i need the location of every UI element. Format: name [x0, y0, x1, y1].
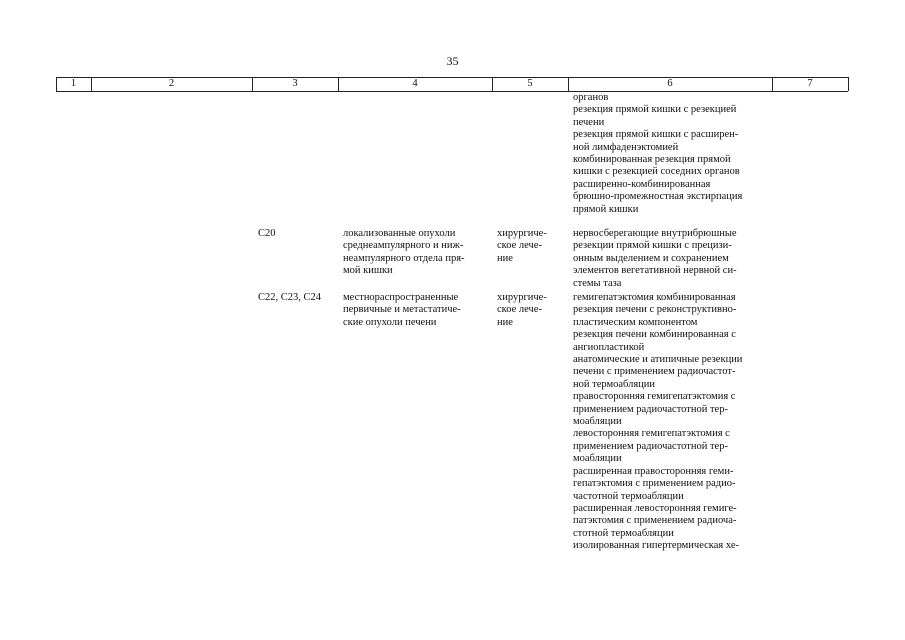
- column-number-7: 7: [807, 78, 813, 89]
- diagnosis-code: C22, C23, C24: [258, 292, 322, 303]
- methods-cell: [573, 228, 768, 290]
- page-number: 35: [446, 54, 459, 68]
- column-number-3: 3: [292, 78, 298, 89]
- method-line: ной термоабляции: [573, 378, 656, 390]
- method-line: гемигепатэктомия комбинированная: [573, 292, 736, 303]
- diagnosis-line: локализованные опухоли: [343, 228, 456, 239]
- method-line: кишки с резекцией соседних органов: [573, 166, 740, 178]
- method-line: применением радиочастотной тер-: [573, 403, 728, 415]
- method-entry: [573, 329, 768, 354]
- treatment-line: ское лече-: [497, 304, 542, 316]
- method-line: резекция прямой кишки с расширен-: [573, 129, 739, 141]
- method-line: брюшно-промежностная экстирпация: [573, 191, 743, 203]
- treatment-line: ние: [497, 316, 513, 328]
- treatment-cell: [497, 228, 564, 265]
- method-entry: [573, 92, 768, 104]
- method-entry: [573, 428, 768, 465]
- method-line: печени: [573, 116, 605, 128]
- diagnosis-line: первичные и метастатиче-: [343, 304, 461, 316]
- treatment-line: ское лече-: [497, 240, 542, 252]
- method-entry: [573, 391, 768, 428]
- methods-cell: [573, 92, 768, 216]
- method-entry: [573, 292, 768, 304]
- method-line: моабляции: [573, 453, 622, 465]
- diagnosis-line: неампулярного отдела пря-: [343, 252, 465, 264]
- diagnosis-cell: [343, 292, 487, 329]
- treatment-line: хирургиче-: [497, 292, 547, 303]
- method-line: комбинированная резекция прямой: [573, 154, 731, 166]
- code-cell: [258, 292, 336, 304]
- method-line: анатомические и атипичные резекции: [573, 354, 743, 366]
- method-line: печени с применением радиочастот-: [573, 366, 736, 378]
- method-line: моабляции: [573, 416, 622, 428]
- methods-cell: [573, 292, 768, 553]
- diagnosis-line: ские опухоли печени: [343, 316, 437, 328]
- column-number-5: 5: [527, 78, 533, 89]
- method-line: резекция печени комбинированная с: [573, 329, 736, 341]
- method-line: левосторонняя гемигепатэктомия с: [573, 428, 730, 440]
- method-line: расширенная левосторонняя гемиге-: [573, 502, 737, 514]
- method-line: гепатэктомия с применением радио-: [573, 478, 736, 490]
- method-entry: [573, 304, 768, 329]
- method-line: патэктомия с применением радиоча-: [573, 515, 737, 527]
- method-entry: [573, 503, 768, 540]
- method-line: резекции прямой кишки с прецизи-: [573, 240, 732, 252]
- method-entry: [573, 540, 768, 552]
- column-number-6: 6: [667, 78, 673, 89]
- method-line: ной лимфаденэктомией: [573, 141, 679, 153]
- diagnosis-line: мой кишки: [343, 265, 393, 277]
- method-line: нервосберегающие внутрибрюшные: [573, 228, 737, 239]
- diagnosis-code: C20: [258, 228, 276, 239]
- column-number-4: 4: [412, 78, 418, 89]
- method-line: пластическим компонентом: [573, 316, 698, 328]
- column-number-2: 2: [168, 78, 175, 89]
- code-cell: [258, 228, 336, 240]
- method-line: применением радиочастотной тер-: [573, 440, 728, 452]
- method-line: элементов вегетативной нервной си-: [573, 265, 737, 277]
- method-line: правосторонняя гемигепатэктомия с: [573, 391, 736, 403]
- treatment-line: хирургиче-: [497, 228, 547, 239]
- method-entry: [573, 354, 768, 391]
- column-divider: [848, 77, 849, 91]
- column-number-1: 1: [70, 78, 77, 89]
- method-line: стотной термоабляции: [573, 527, 674, 539]
- diagnosis-line: местнораспространенные: [343, 292, 459, 303]
- method-line: онным выделением и сохранением: [573, 252, 729, 264]
- method-entry: [573, 129, 768, 154]
- method-entry: [573, 466, 768, 503]
- treatment-cell: [497, 292, 564, 329]
- method-entry: [573, 228, 768, 290]
- method-line: расширенная правосторонняя геми-: [573, 465, 734, 477]
- method-line: ангиопластикой: [573, 341, 645, 353]
- diagnosis-cell: [343, 228, 487, 278]
- method-line: органов: [573, 92, 609, 103]
- method-entry: [573, 154, 768, 179]
- method-entry: [573, 179, 768, 216]
- method-line: резекция прямой кишки с резекцией: [573, 104, 737, 116]
- method-line: стемы таза: [573, 277, 622, 289]
- method-line: прямой кишки: [573, 203, 639, 215]
- method-line: частотной термоабляции: [573, 490, 684, 502]
- method-entry: [573, 104, 768, 129]
- diagnosis-line: среднеампулярного и ниж-: [343, 240, 464, 252]
- method-line: резекция печени с реконструктивно-: [573, 304, 737, 316]
- method-line: расширенно-комбинированная: [573, 178, 711, 190]
- method-line: изолированная гипертермическая хе-: [573, 540, 739, 552]
- treatment-line: ние: [497, 252, 513, 264]
